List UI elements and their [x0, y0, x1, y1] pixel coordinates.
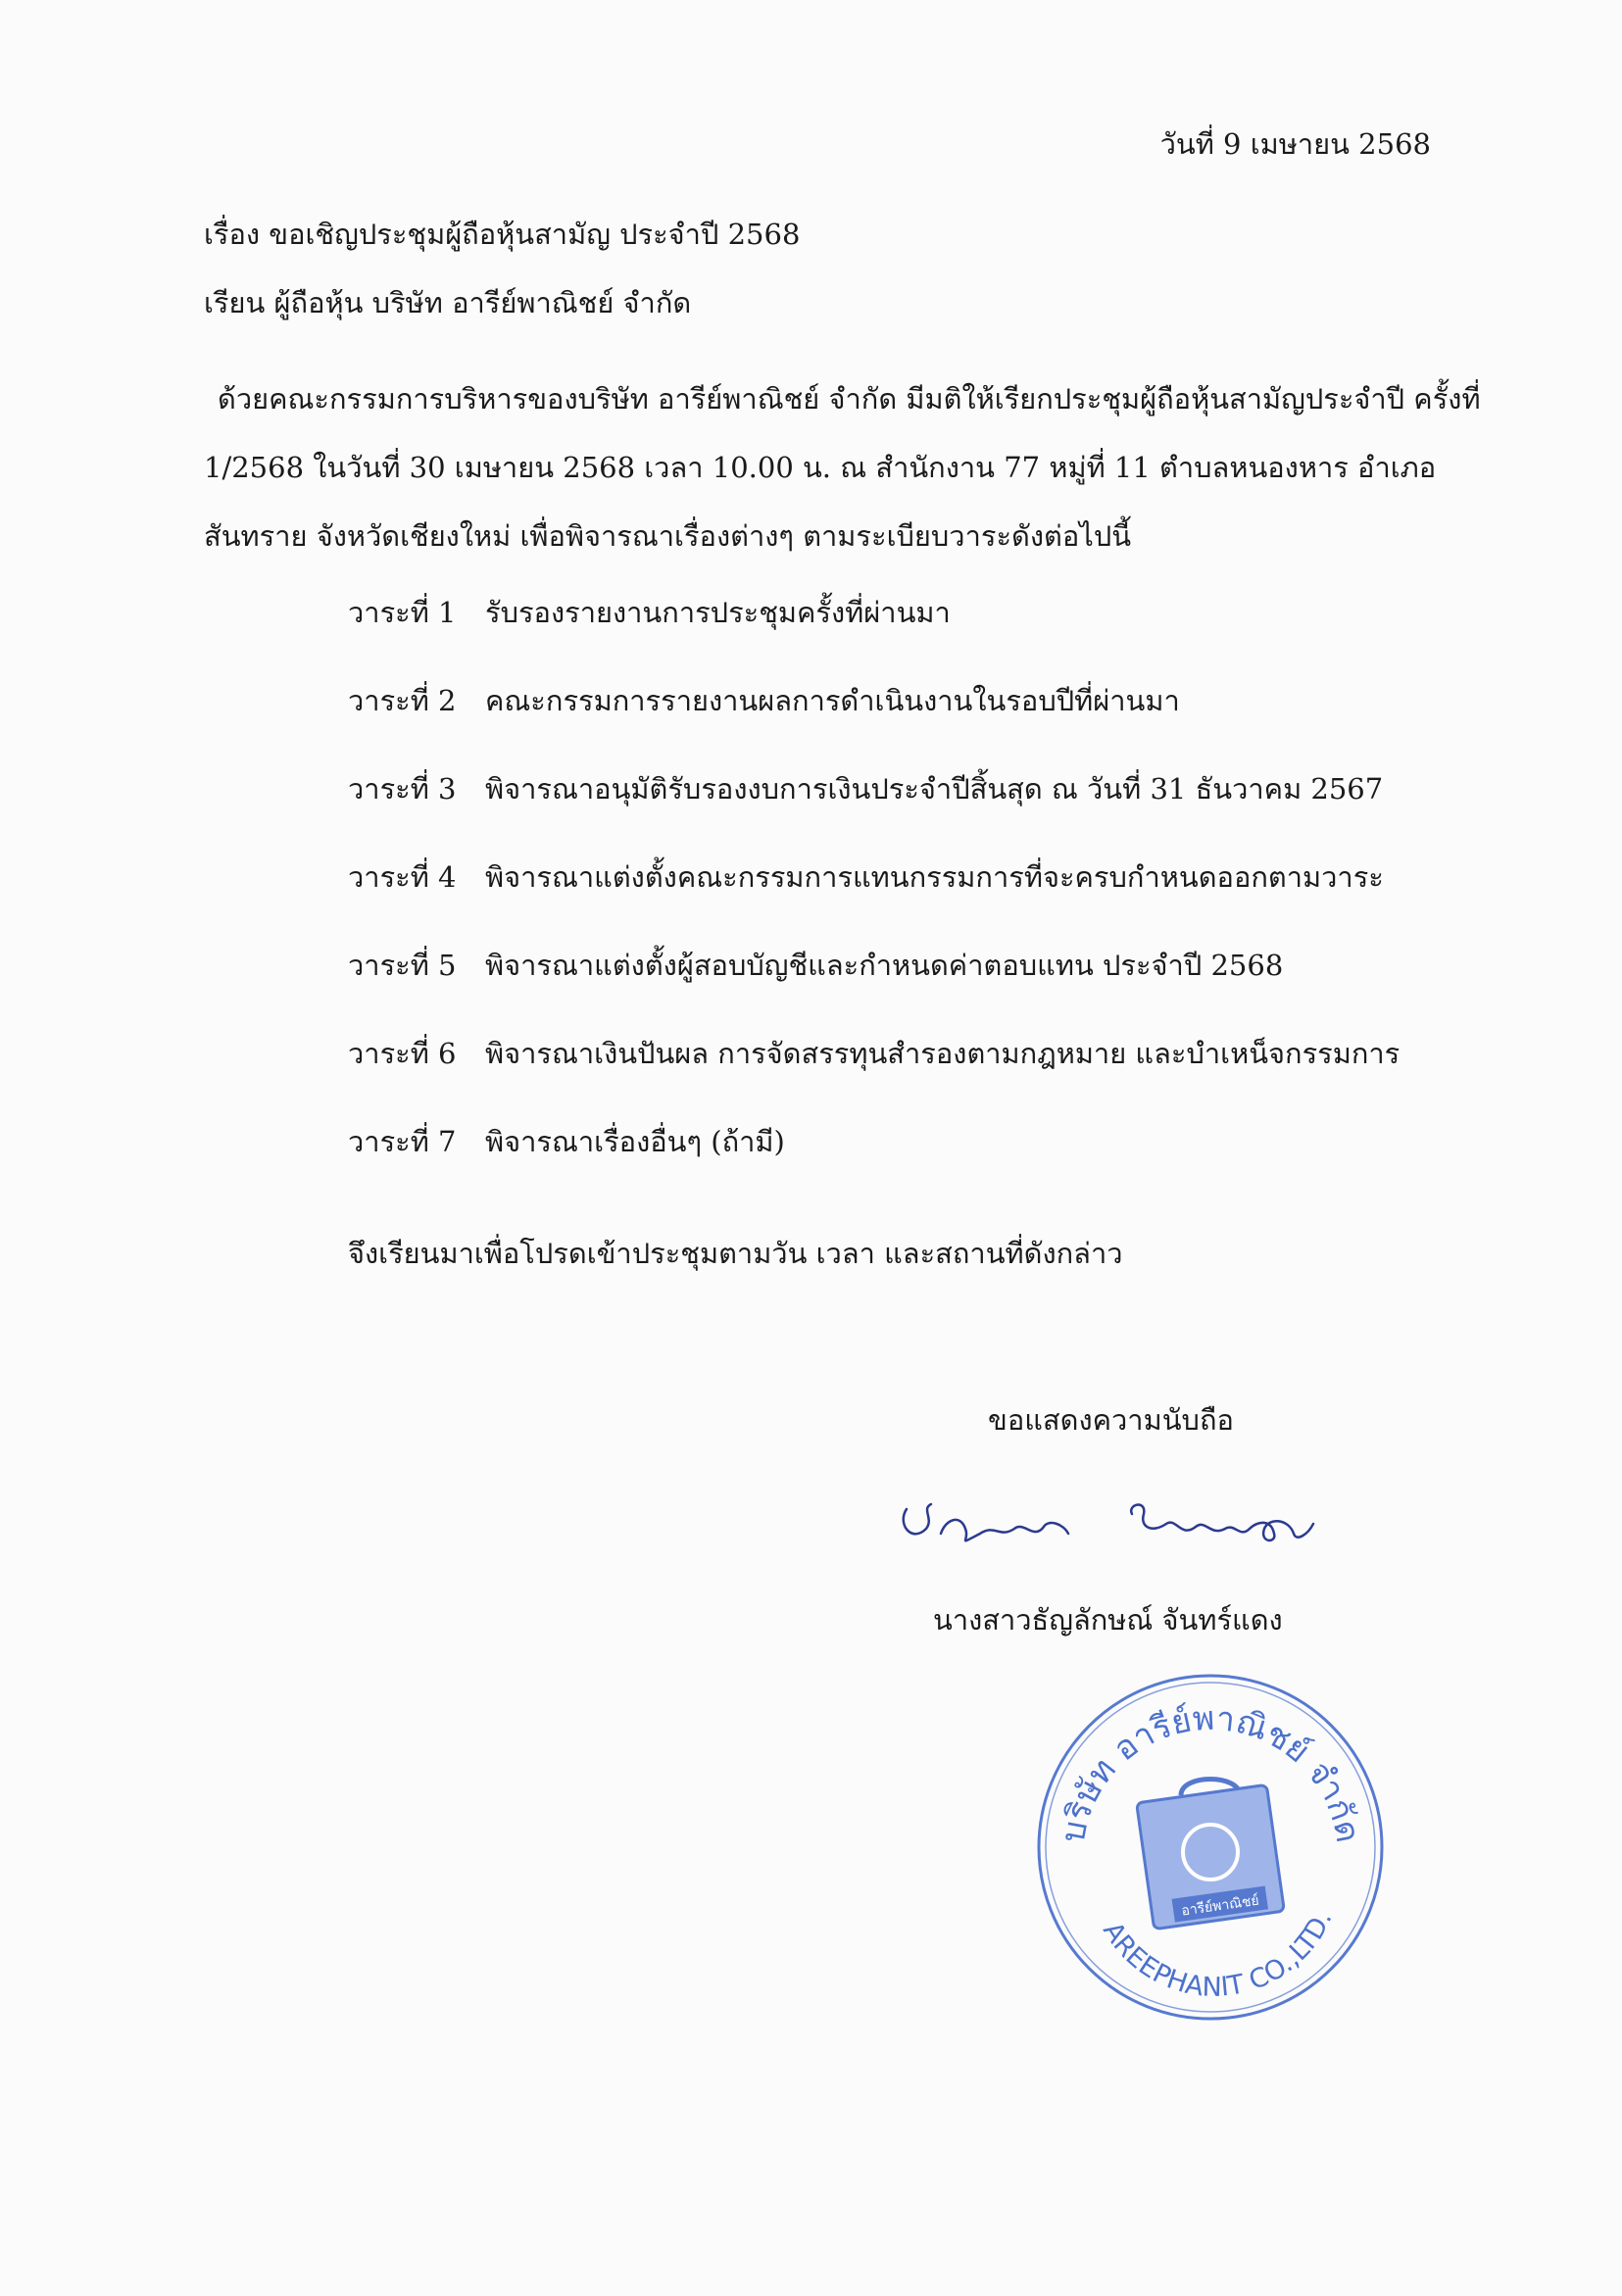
- agenda-item: [348, 855, 1475, 943]
- agenda-item: [348, 1119, 1475, 1207]
- signer-name: นางสาวธัญลักษณ์ จันทร์แดง: [933, 1603, 1283, 1637]
- stamp-bag-label: อารีย์พาณิชย์: [1180, 1892, 1260, 1920]
- agenda-number: วาระที่ 3: [348, 772, 457, 806]
- signature-stroke: [1131, 1505, 1313, 1540]
- letter-subject: เรื่อง ขอเชิญประชุมผู้ถือหุ้นสามัญ ประจำปี 2568: [204, 218, 801, 251]
- agenda-item: [348, 590, 1475, 678]
- agenda-number: วาระที่ 5: [348, 949, 457, 982]
- letter-date: วันที่ 9 เมษายน 2568: [1159, 127, 1431, 161]
- agenda-list: [348, 590, 1475, 1207]
- closing-line: จึงเรียนมาเพื่อโปรดเข้าประชุมตามวัน เวลา และสถานที่ดังกล่าว: [348, 1237, 1123, 1270]
- agenda-number: วาระที่ 7: [348, 1125, 457, 1158]
- signature-stroke: [904, 1504, 1068, 1540]
- agenda-number: วาระที่ 4: [348, 860, 457, 894]
- stamp-english-text: AREEPHANIT CO.,LTD.: [1097, 1906, 1339, 2003]
- stamp-thai-text: บริษัท อารีย์พาณิชย์ จำกัด: [1053, 1698, 1368, 1846]
- agenda-number: วาระที่ 1: [348, 596, 457, 629]
- agenda-text: รับรองรายงานการประชุมครั้งที่ผ่านมา: [485, 596, 951, 629]
- body-line: ด้วยคณะกรรมการบริหารของบริษัท อารีย์พาณิชย์ จำกัด มีมติให้เรียกประชุมผู้ถือหุ้นสามัญประจำปี ครั้งที่: [218, 382, 1481, 415]
- agenda-number: วาระที่ 2: [348, 684, 457, 717]
- agenda-item: [348, 1031, 1475, 1119]
- company-stamp: [1029, 1666, 1392, 2028]
- agenda-text: พิจารณาเรื่องอื่นๆ (ถ้ามี): [485, 1125, 785, 1158]
- body-line: สันทราย จังหวัดเชียงใหม่ เพื่อพิจารณาเรื่องต่างๆ ตามระเบียบวาระดังต่อไปนี้: [204, 519, 1132, 553]
- agenda-number: วาระที่ 6: [348, 1037, 457, 1070]
- agenda-item: [348, 766, 1475, 855]
- agenda-text: พิจารณาแต่งตั้งคณะกรรมการแทนกรรมการที่จะครบกำหนดออกตามวาระ: [485, 860, 1384, 894]
- agenda-text: คณะกรรมการรายงานผลการดำเนินงานในรอบปีที่ผ่านมา: [485, 684, 1180, 717]
- signature: [887, 1480, 1328, 1568]
- agenda-item: [348, 943, 1475, 1031]
- letter-salutation: เรียน ผู้ถือหุ้น บริษัท อารีย์พาณิชย์ จำกัด: [204, 286, 692, 319]
- agenda-text: พิจารณาเงินปันผล การจัดสรรทุนสำรองตามกฎหมาย และบำเหน็จกรรมการ: [485, 1037, 1401, 1070]
- regards-line: ขอแสดงความนับถือ: [988, 1403, 1234, 1437]
- body-line: 1/2568 ในวันที่ 30 เมษายน 2568 เวลา 10.00 น. ณ สำนักงาน 77 หมู่ที่ 11 ตำบลหนองหาร อำเภอ: [204, 451, 1437, 484]
- agenda-text: พิจารณาอนุมัติรับรองงบการเงินประจำปีสิ้นสุด ณ วันที่ 31 ธันวาคม 2567: [485, 772, 1384, 806]
- agenda-text: พิจารณาแต่งตั้งผู้สอบบัญชีและกำหนดค่าตอบแทน ประจำปี 2568: [485, 949, 1284, 982]
- agenda-item: [348, 678, 1475, 766]
- shopping-bag-icon: [1137, 1780, 1285, 1930]
